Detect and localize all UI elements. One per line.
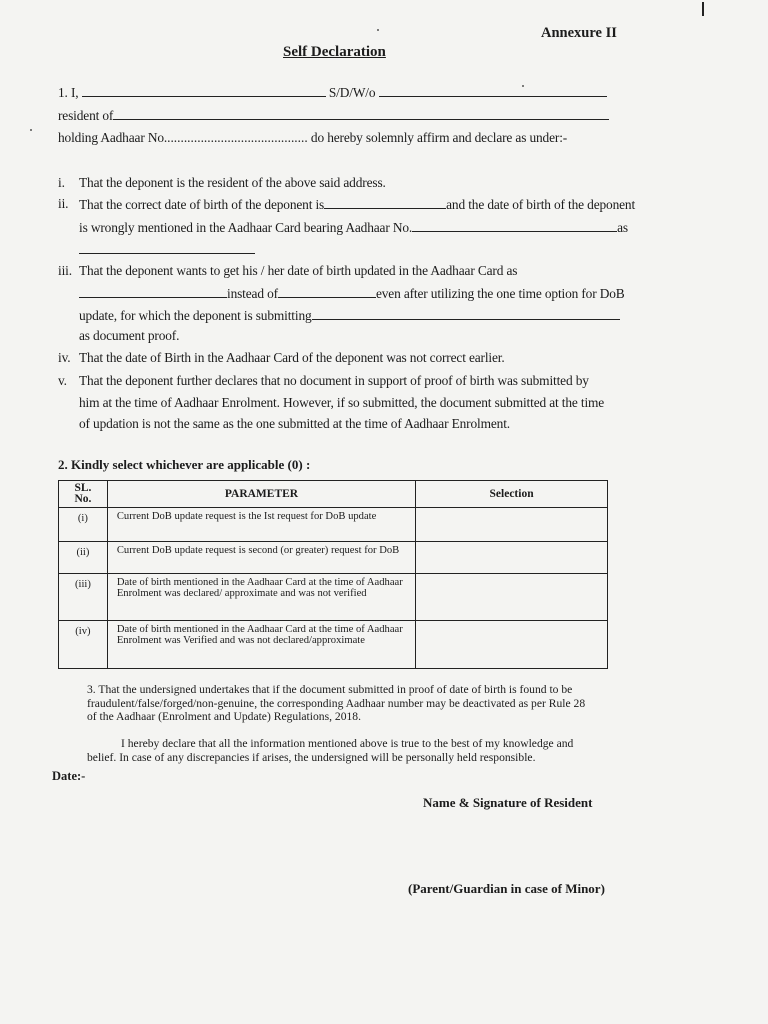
page-title: Self Declaration bbox=[283, 44, 386, 60]
point-iii-line3 bbox=[79, 307, 620, 324]
wrong-dob-blank[interactable] bbox=[79, 241, 255, 254]
row-sl-no: (ii) bbox=[59, 542, 108, 574]
point-ii-text-a: That the correct date of birth of the deponent is bbox=[79, 197, 325, 212]
table-row bbox=[59, 621, 608, 669]
section-3-text: 3. That the undersigned undertakes that if the document submitted in proof of date of birth is found to be fraudulent/false/forged/non-genuine, the corresponding Aadhaar number may be deactivated as per Rule 28 of the Aadhaar (Enrolment and Update) Regulations, 2018. bbox=[87, 683, 586, 723]
row-parameter: Current DoB update request is the Ist request for DoB update bbox=[107, 508, 415, 542]
row-selection-cell[interactable] bbox=[416, 542, 608, 574]
point-i-number: i. bbox=[58, 175, 65, 190]
intro-residence-prefix: resident of bbox=[58, 108, 114, 123]
address-blank[interactable] bbox=[113, 107, 609, 120]
signature-label: Name & Signature of Resident bbox=[423, 795, 593, 810]
point-ii-line3 bbox=[79, 241, 255, 258]
table-header-row bbox=[59, 481, 608, 508]
point-ii-text-b: and the date of birth of the deponent bbox=[446, 197, 636, 212]
intro-aadhaar-prefix: holding Aadhaar No. bbox=[58, 130, 168, 145]
correct-dob-blank[interactable] bbox=[324, 196, 446, 209]
intro-affirm-text: do hereby solemnly affirm and declare as under:- bbox=[310, 130, 568, 145]
table-row bbox=[59, 542, 608, 574]
table-row bbox=[59, 574, 608, 621]
point-iii-text-e: as document proof. bbox=[79, 328, 180, 343]
point-v-number: v. bbox=[58, 373, 67, 388]
point-iv-text: That the date of Birth in the Aadhaar Card of the deponent was not correct earlier. bbox=[79, 350, 505, 365]
old-dob-blank[interactable] bbox=[278, 285, 376, 298]
point-iii-text-d: update, for which the deponent is submitting bbox=[79, 308, 312, 323]
intro-line-residence bbox=[58, 107, 609, 124]
row-sl-no: (iv) bbox=[59, 621, 108, 669]
point-ii-text-d: as bbox=[617, 220, 628, 235]
aadhaar-number-dots[interactable]: .......................................... bbox=[167, 130, 308, 145]
date-label: Date:- bbox=[52, 769, 86, 783]
row-selection-cell[interactable] bbox=[416, 621, 608, 669]
point-iii-text-c: even after utilizing the one time option for DoB bbox=[375, 286, 625, 301]
intro-name-prefix: 1. I, bbox=[58, 85, 79, 100]
aadhaar-number-blank[interactable] bbox=[412, 219, 617, 232]
scan-edge-mark bbox=[702, 2, 704, 16]
section-2-heading: 2. Kindly select whichever are applicable (0) : bbox=[58, 457, 311, 472]
point-ii-number: ii. bbox=[58, 196, 69, 211]
table-row bbox=[59, 508, 608, 542]
point-i-text: That the deponent is the resident of the above said address. bbox=[79, 175, 386, 190]
point-v-line1: That the deponent further declares that no document in support of proof of birth was submitted by bbox=[79, 373, 589, 388]
annexure-label: Annexure II bbox=[541, 25, 617, 41]
point-iii-line2 bbox=[79, 285, 625, 302]
row-parameter: Current DoB update request is second (or greater) request for DoB bbox=[107, 542, 415, 574]
header-sl-no: SL. No. bbox=[59, 481, 108, 508]
point-v-line2: him at the time of Aadhaar Enrolment. However, if so submitted, the document submitted at the time bbox=[79, 395, 605, 410]
point-iii-text-b: instead of bbox=[227, 286, 278, 301]
point-ii-text-c: is wrongly mentioned in the Aadhaar Card bearing Aadhaar No. bbox=[79, 220, 413, 235]
declaration-text: I hereby declare that all the information mentioned above is true to the best of my knowledge and belief. In case of any discrepancies if arises, the undersigned will be personally held responsible. bbox=[87, 737, 574, 764]
row-sl-no: (iii) bbox=[59, 574, 108, 621]
intro-line-aadhaar bbox=[58, 130, 567, 146]
name-blank[interactable] bbox=[82, 84, 326, 97]
relation-name-blank[interactable] bbox=[379, 84, 607, 97]
document-proof-blank[interactable] bbox=[312, 307, 620, 320]
header-parameter: PARAMETER bbox=[107, 481, 415, 508]
row-parameter: Date of birth mentioned in the Aadhaar Card at the time of Aadhaar Enrolment was Verified and was not declared/approximate bbox=[107, 621, 415, 669]
point-iii-text-a: That the deponent wants to get his / her date of birth updated in the Aadhaar Card as bbox=[79, 263, 518, 278]
row-sl-no: (i) bbox=[59, 508, 108, 542]
point-v-line3: of updation is not the same as the one submitted at the time of Aadhaar Enrolment. bbox=[79, 416, 510, 431]
intro-line-name bbox=[58, 84, 607, 101]
guardian-label: (Parent/Guardian in case of Minor) bbox=[408, 881, 605, 896]
row-selection-cell[interactable] bbox=[416, 508, 608, 542]
intro-relation-label: S/D/W/o bbox=[328, 85, 376, 100]
scan-speck bbox=[377, 29, 379, 31]
point-ii-line1 bbox=[79, 196, 635, 213]
scan-speck bbox=[30, 129, 32, 131]
header-selection: Selection bbox=[416, 481, 608, 508]
point-iv-number: iv. bbox=[58, 350, 71, 365]
new-dob-blank[interactable] bbox=[79, 285, 227, 298]
row-parameter: Date of birth mentioned in the Aadhaar Card at the time of Aadhaar Enrolment was declared/ approximate and was not verified bbox=[107, 574, 415, 621]
point-iii-number: iii. bbox=[58, 263, 72, 278]
point-ii-line2 bbox=[79, 219, 628, 236]
row-selection-cell[interactable] bbox=[416, 574, 608, 621]
parameter-table bbox=[58, 480, 608, 669]
